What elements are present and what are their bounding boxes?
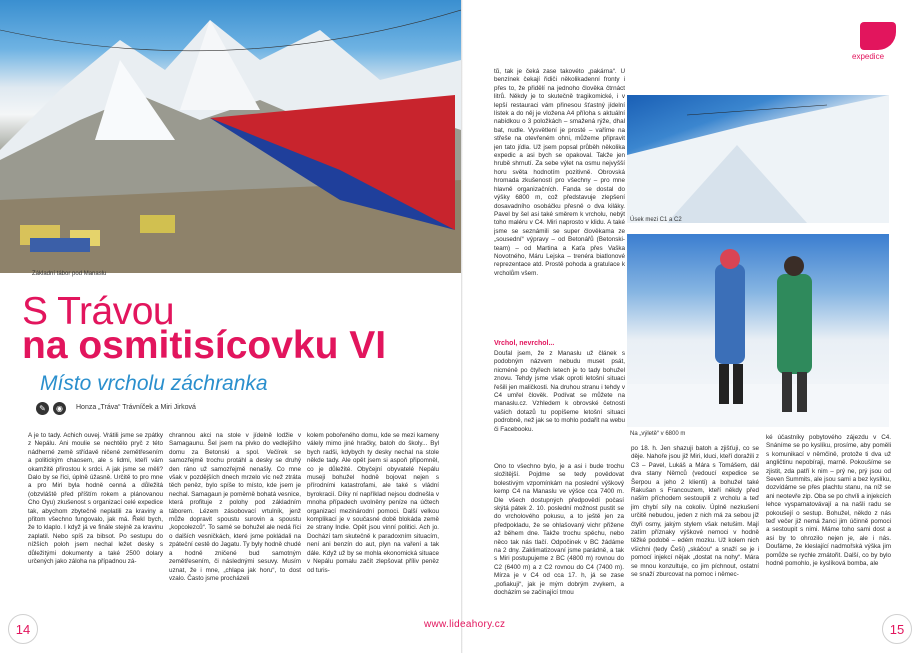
body-column-7 — [766, 434, 891, 614]
expedice-logo-icon — [860, 22, 896, 50]
article-subtitle: Místo vrcholu záchranka — [40, 372, 268, 395]
main-photo-caption: Základní tábor pod Manaslu — [32, 271, 107, 277]
section-heading: Vrchol, nevrchol... — [494, 340, 555, 347]
paragraph: po 18. h. Jen shazuji batoh a zjišťuji, co se děje. Nahoře jsou již Miri, kluci, kteří doražili z C3 – Pavel, Lukáš a Mára s Tomášem, dál dva stany Němců (vedoucí expedice se Šerpou a jeho 2 klienti) a bohužel také Rakušan s Francouzem, kteří někdy před naším příchodem sestoupili z vrcholu a teď jim chybí síly na cokoliv. Úplně nezkušení určitě nebudou, jeden z nich má za sebou již čtyři osmy, jakým stylem však netušim. Mají zatím příznaky výškové nemoci v hodně těžké podobě – edém mozku. Už kolem nich všichni (tedy Češi) „skáčou“ a snaží se je i pomocí injekcí nějak „dostat na nohy“. Mára se mnou konzultuje, co jim píchnout, ostatní se snaží zburcovat na pomoc i němec- — [631, 445, 759, 579]
body-column-3 — [307, 432, 439, 614]
climbers-photo — [627, 234, 889, 427]
icefall-caption: Úsek mezi C1 a C2 — [630, 217, 682, 223]
website-url[interactable]: www.lideahory.cz — [424, 619, 506, 630]
body-column-4b — [494, 350, 625, 462]
paragraph: chrannou akci na stole v jídelně lodžie v Samagaunu. Šel jsem na pivko do vedlejšího domu za Betonski a spol. Večírek se samozřejmě trochu protáhl a desky se druhý den ráno už samozřejmě nenašly. Co mne však v pozdějších dnech mrzelo víc než ztráta těch peněz, bylo spíše to místo, kde jsem je nechal. Samagaun je poměrně bohatá vesnice, která profituje z polohy pod základním táborem. Lézem zásobovací vrtulník, jenž může dopravit spoustu surovin a spoustu „kopcolezců“. To samé se bohužel ale nedá říci o dalších vesničkách, které jsme pokládali na zpáteční cestě do Jagatu. Ty byly hodně chudé a hodně zničené bud samotným zemětřesením, či následnými sesuvy. Musím uznat, že i mne, „chlapa jak horu“, to dost vzalo. Často jsme procházeli — [169, 432, 301, 582]
body-column-6 — [631, 445, 759, 613]
paragraph: Ono to všechno bylo, je a asi i bude trochu složitější. Pojdme se tedy povědovat bolestivým vzpomínkám na poslední výškový kemp C4 na Manaslu ve výšce cca 7400 m. Dle všech dostupných předpovědí počasí skýtá pátek 2. 10. poslední možnost pustit se do vrcholového pokusu, a to ještě jen za předpokladu, že se ohlašovaný vichr přižene až během dne. Takže trochu spěchu, nebo něco tak nás tlačí. Odpočinek v BC žádáme na 2 dny. Zaklimatizovaní jsme parádně, a tak s Miri postupujeme z BC (4800 m) rovnou do C2 (6400 m) a z C2 rovnou do C4 (7400 m). Mírza je v C4 od cca 17. h, já se zase „pofiakuji“, jak je mým dobrým zvykem, a docházím se začínající tmou — [494, 463, 624, 597]
base-camp-illustration — [0, 0, 461, 273]
pen-icon: ✎ — [36, 402, 49, 415]
body-column-1 — [28, 432, 163, 614]
page-gutter — [461, 0, 463, 653]
section-label: expedice — [852, 52, 885, 61]
paragraph: kolem pobořeného domu, kde se mezi kameny válely mimo jiné hračky, batoh do školy... Byl bych radši, kdybych ty desky nechal na stole někde tady. Ale opět jsem si aspoň připomněl, co je důležité. Obyčejní obyvatelé Nepálu museji bohužel hodně bojovat nejen s přírodními katastrofami, ale také s vládní byrokracií. Díky ní například nejsou dodnešla v mnoha případech uvolněny peníze na účtech organizací mezinárodní pomoci. Další velkou komplikací je v současné době blokáda země ze strany Indie. Opět jsou vinní politici. Ach jo. Dochází tam skutečně k paradoxním situacím, není ani benzín do aut, plyn na vaření a tak dále. Když už by se mohla ekonomická situace v Nepálu pomalu začít zlepšovat příliv peněz od turis- — [307, 432, 439, 574]
paragraph: A je to tady. Achich ouvej. Vrátili jsme se zpátky z Nepálu. Ani moulie se nechtělo pryč z této nádherné země střídavě ničené zemětřesením a politickým chaosem, ale s lidmi, kteří vám okamžitě přirostou k srdci. A jak jsme se měli? Dalo by se říci, úplně úžasně. Určitě to pro mne a pro Miri byla hodně cenná a důležitá (obzvláště před příštím rokem a plánovanou Cho Oyu) zkušenost s organizací celé expedice tak, abychom zbytečně neplatili za kraviny a přitom všechno fungovalo, jak má. Řekl bych, že to klaplo. I když já ve finále stejně za kravinu zaplatil. Nebo spíš za bibsot. Po sestupu do nížších poloh jsem nechal ležet desky s důležitými dokumenty a také 2500 dolary určených jako záloha na případnou zá- — [28, 432, 163, 566]
climbers-caption: Na „výletě“ v 6800 m — [630, 431, 686, 437]
body-column-5 — [494, 463, 624, 613]
body-column-4 — [494, 68, 625, 340]
body-column-2 — [169, 432, 301, 614]
article-title-line1: S Trávou — [22, 290, 175, 333]
climbers-illustration — [627, 234, 889, 427]
author-credit: Honza „Tráva“ Trávníček a Miri Jirková — [76, 404, 196, 411]
paragraph: tů, tak je čeká zase takovéto „pakárna“. U benzínek čekají řidiči několikadenní fronty i přes to, že přidělí na jednoho člověka čtrnáct litrů. Někdy je to skutečně tragikomické, i v lepší restauraci vám přinesou šťastný jídelní lístek a do něj je vložena A4 příloha s aktuální nabídkou o 3 položkách – smažená rýže, dhal bat, nudle. Vysvětlení je prosté – vaříme na střeše na otevřeném ohni, můžeme připravit jen tato jídla. Už jsem popsal průběh několika expedic a asi bych se opakoval. Takže jen hrubě shrnutí. Za sebe výlet na osmu nejvyšší horu světa hodnotím pozitivně. Obrovská hromada zkušeností pro všechny – pro mne hlavně organizačních. Fanda se dostal do výšky 6800 m, což představuje zlepšení dosavadního osobáčku přesně o dva kiláky. Pavel by šel asi také směrem k vrcholu, nebýt toho maléru v C4. Miri naprosto v klidu. A také jsme se seznámili se super člověkama ze „sousední“ výpravy – od Betonářů (Betonski-team) – od Martina a Kaťa přes Vaška Novotného, Máru Lejska – trenéra biatlonové reprezentace atd. Prostě pohoda a gratulace k vrcholům všem. — [494, 68, 625, 277]
article-title-line2: na osmitisícovku VI — [22, 324, 387, 367]
paragraph: ké účastníky pobytového zájezdu v C4. Snáníme se po kyslíku, prosíme, aby poměli s komunikací v němčině, protože ti dva už angličtinu nepobíraji, marně. Pokoušíme se zjistit, zda patří k nim – prý ne, prý jsou od Seven Summits, ale jsou sami a bez kyslíku, dozvídáme se přes plachtu stanu, na níž se ani neotevře zip. Oba se po chvíli a injekcích lehce vyspamatovávají a na našli radu se pokoušejí o sestup. Bohužel, někdo z nás teď večer již nemá žanci jim účinně pomoci a sestoupit s nimi. Máme toho sami dost a asi by to ohrozilo nejen je, ale i nás. Doufáme, že kleslající nadmořská výška jim pomůže se rychle zmátořit. Další, co by bylo hodně pomohlo, je kyslíková bomba, ale — [766, 434, 891, 568]
page-number-left: 14 — [8, 614, 38, 644]
camera-icon: ◉ — [53, 402, 66, 415]
icefall-photo — [627, 95, 889, 223]
paragraph: Doufal jsem, že z Manaslu už článek s podobným názvem nebudu muset psát, nicméně po čtyřech letech je to tady bohužel znovu. Tehdy jsme však oproti letošní situaci řešili jen maličkosti. Na druhou stranu i tehdy v C4 umřel člověk. Podívat se můžete na manaslu.cz. Vzhledem k obrovské četnosti vašich dotazů tu popíšeme letošní situaci podrobně, než jak se to mohlo podařit na webu či Facebooku. — [494, 350, 625, 433]
base-camp-photo — [0, 0, 461, 273]
icefall-illustration — [627, 95, 889, 223]
page-number-right: 15 — [882, 614, 912, 644]
